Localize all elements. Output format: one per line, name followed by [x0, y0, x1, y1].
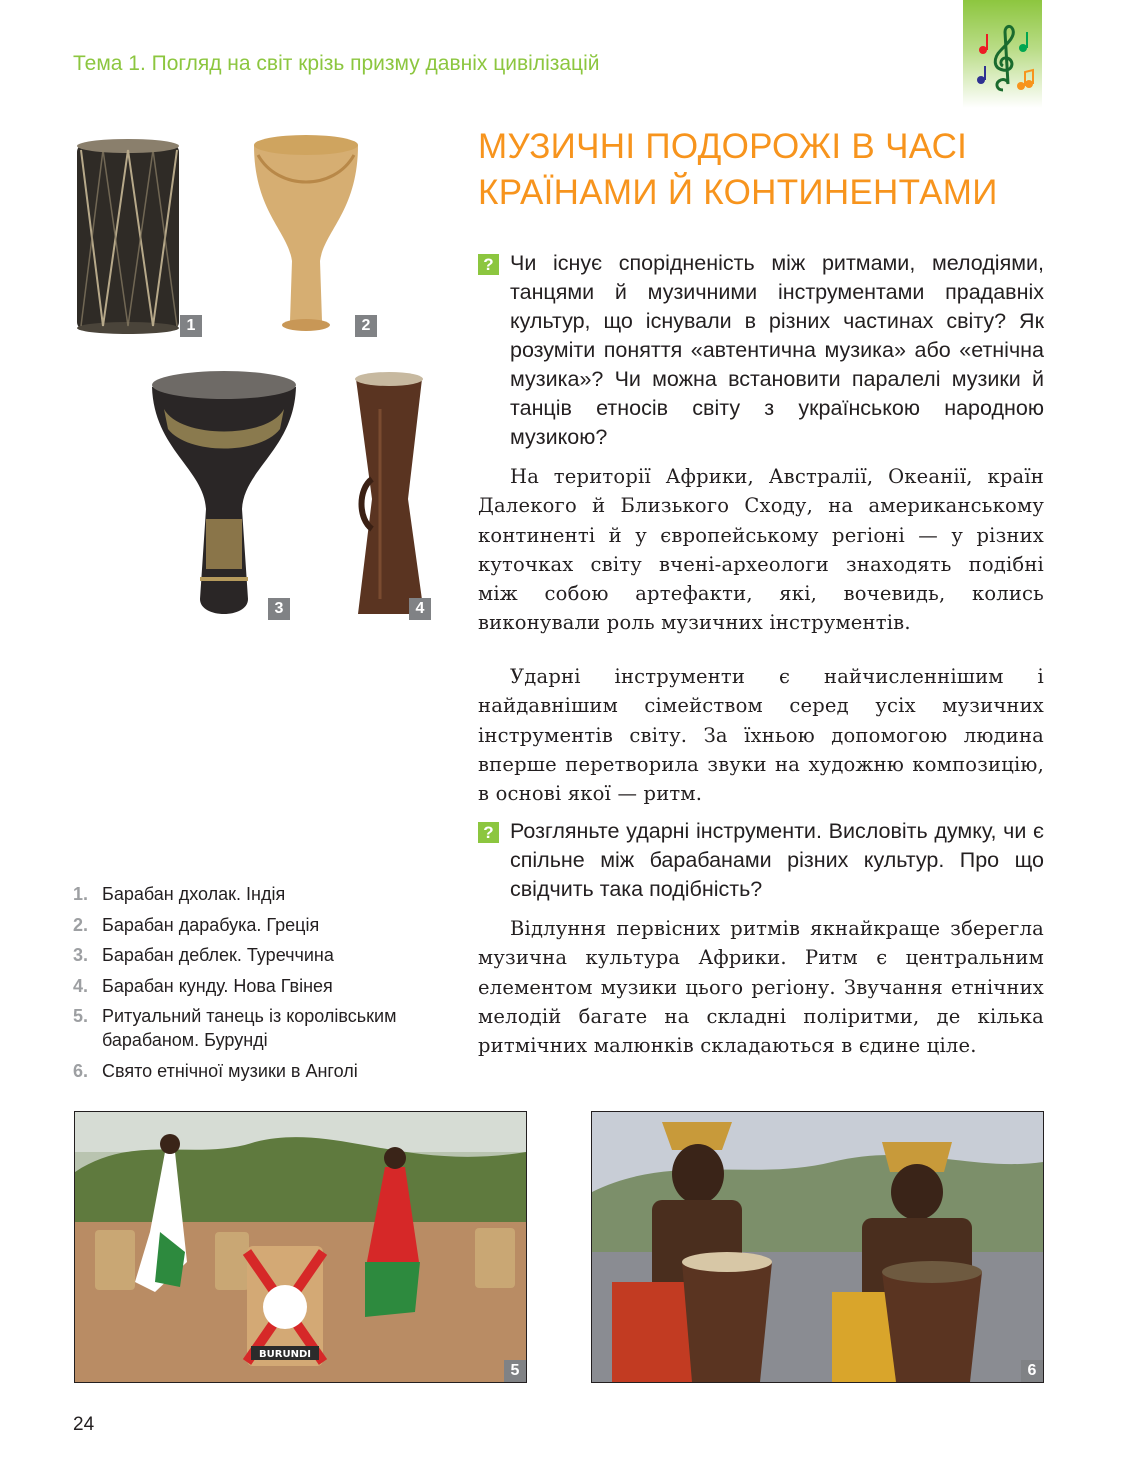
question-block-2: [478, 817, 1044, 904]
caption-item: [73, 913, 443, 937]
caption-text: Барабан дарабука. Греція: [102, 914, 320, 935]
image-number-5: 5: [504, 1360, 526, 1382]
music-note-icon: [971, 20, 1035, 100]
drum-lettering: BURUNDI: [259, 1349, 311, 1360]
image-number-1: 1: [180, 315, 202, 337]
page-title: [478, 124, 1038, 216]
image-number-3: 3: [268, 598, 290, 620]
caption-number: 3.: [73, 945, 89, 965]
caption-number: 2.: [73, 914, 89, 935]
drum-deblek-image: [150, 369, 298, 622]
caption-item: [73, 1059, 443, 1083]
caption-list: [73, 882, 443, 1089]
title-line-2: КРАЇНАМИ Й КОНТИНЕНТАМИ: [478, 173, 998, 212]
caption-text: Барабан деблек. Туреччина: [102, 945, 334, 965]
question-text-2: Розгляньте ударні інструменти. Висловіть думку, чи є спільне між барабанами різних культур. Про що свідчить така подібність?: [510, 819, 1044, 901]
topic-header: Тема 1. Погляд на світ крізь призму давніх цивілізацій: [73, 52, 600, 75]
question-mark-icon: ?: [478, 254, 499, 275]
image-number-4: 4: [409, 598, 431, 620]
paragraph-1: На території Африки, Австралії, Океанії, країн Далекого й Близького Сходу, на американському континенті й у європейському регіоні — у різних куточках світу вчені-археологи знаходять подібні між собою артефакти, які, вочевидь, колись виконували роль музичних інструментів.: [478, 465, 1044, 635]
caption-text: Свято етнічної музики в Анголі: [102, 1060, 358, 1081]
caption-number: 6.: [73, 1060, 89, 1081]
image-number-6: 6: [1021, 1360, 1043, 1382]
caption-item: [73, 943, 443, 967]
caption-item: [73, 1004, 443, 1052]
section-tab: [963, 0, 1042, 108]
caption-text: Ритуальний танець із королівським барабаном. Бурунді: [102, 1006, 397, 1050]
question-mark-icon: ?: [478, 822, 499, 843]
caption-item: [73, 882, 443, 906]
title-line-1: МУЗИЧНІ ПОДОРОЖІ В ЧАСІ: [478, 127, 968, 166]
paragraph-2: Ударні інструменти є найчисленнішим і найдавнішим сімейством серед усіх музичних інструментів світу. За їхньою допомогою людина вперше перетворила звуки на художню композицію, в основі якої — ритм.: [478, 665, 1044, 806]
caption-number: 4.: [73, 975, 89, 996]
caption-number: 5.: [73, 1006, 89, 1026]
caption-text: Барабан дхолак. Індія: [102, 884, 286, 904]
drum-darabuka-image: [248, 131, 364, 337]
photo-angola-festival: [591, 1111, 1044, 1383]
caption-number: 1.: [73, 884, 89, 904]
question-text-1: Чи існує спорідненість між ритмами, мелодіями, танцями й музичними інструментами прадавніх культур, що існували в різних частинах світу? Як розуміти поняття «автентична музика» або «етнічна музика»? Чи можна встановити паралелі музики й танців етносів світу з українською народною музикою?: [510, 251, 1044, 449]
photo-burundi-dance: [74, 1111, 527, 1383]
paragraph-3: Відлуння первісних ритмів якнайкраще зберегла музична культура Африки. Ритм є центральним елементом музики цього регіону. Звучання етнічних мелодій багате на складні поліритми, де кілька ритмічних малюнків складаються в єдине ціле.: [478, 917, 1044, 1058]
drum-dholak-image: [73, 136, 183, 336]
caption-item: [73, 974, 443, 998]
question-block-1: [478, 249, 1044, 452]
page-number: 24: [73, 1414, 95, 1435]
image-number-2: 2: [355, 315, 377, 337]
caption-text: Барабан кунду. Нова Гвінея: [102, 975, 333, 996]
drum-kundu-image: [350, 369, 430, 622]
